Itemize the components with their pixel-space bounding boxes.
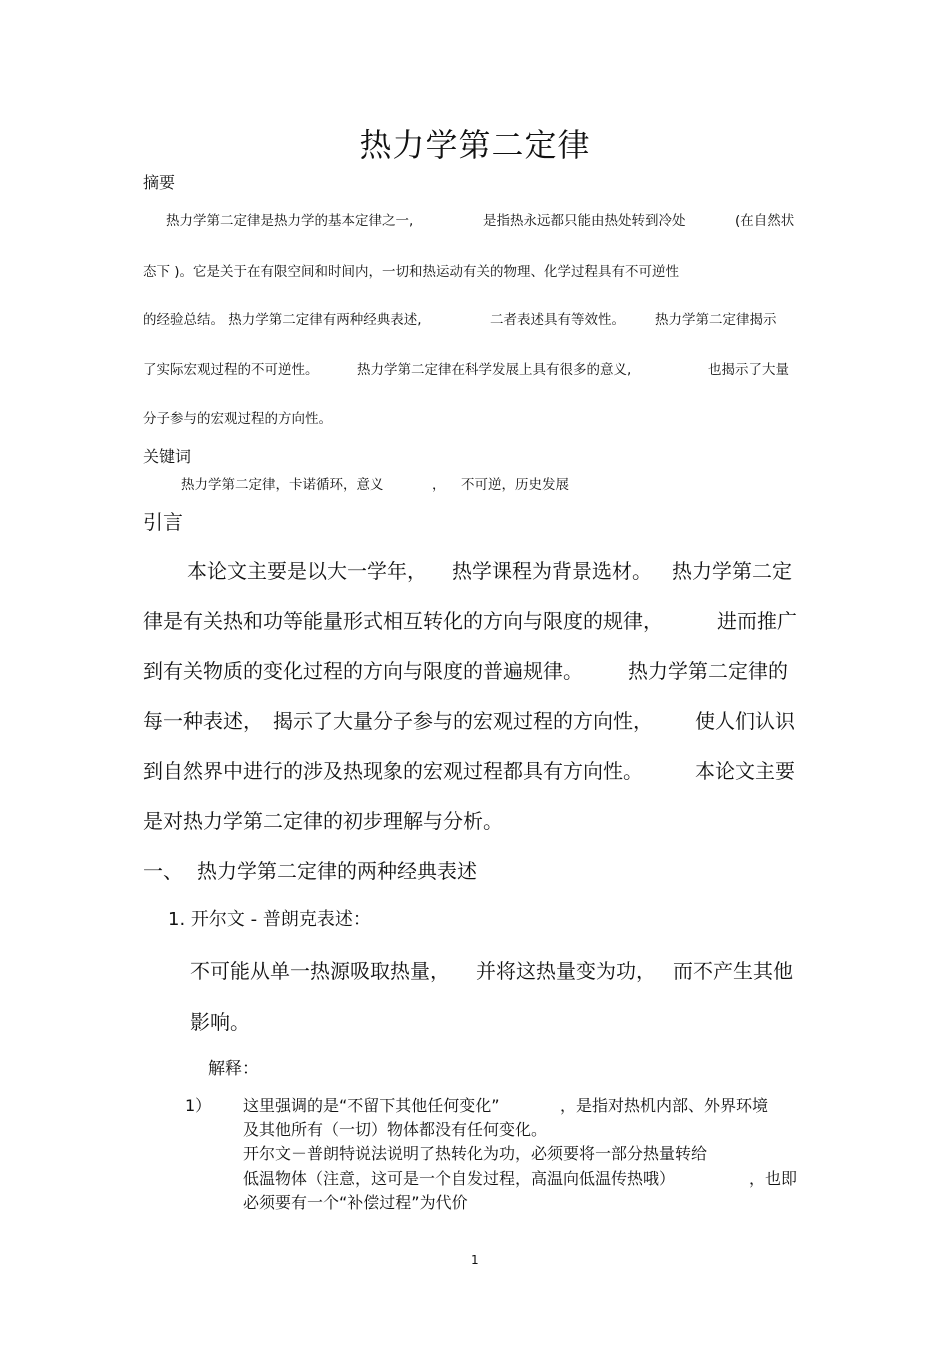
point-number: 1）: [185, 1096, 212, 1115]
intro-line: 热力学第二定律的: [628, 659, 788, 683]
point-line: 这里强调的是“不留下其他任何变化”: [243, 1096, 500, 1115]
abstract-line: 分子参与的宏观过程的方向性。: [143, 411, 332, 427]
abstract-line: 热力学第二定律揭示: [655, 312, 777, 328]
intro-line: 热力学第二定: [672, 559, 792, 583]
point-line: 低温物体（注意，这可是一个自发过程，高温向低温传热哦）: [243, 1169, 676, 1188]
intro-line: 使人们认识: [695, 709, 795, 733]
intro-line: 本论文主要: [695, 759, 795, 783]
subsection-heading: 1. 开尔文 - 普朗克表述：: [168, 909, 371, 930]
keywords-heading: 关键词: [143, 447, 192, 466]
intro-line: 进而推广: [717, 609, 797, 633]
abstract-line: 是指热永远都只能由热处转到冷处: [483, 213, 686, 229]
intro-line: 本论文主要是以大一学年，: [187, 559, 427, 583]
intro-line: 是对热力学第二定律的初步理解与分析。: [143, 809, 503, 833]
statement-line: 而不产生其他: [673, 959, 793, 983]
abstract-line: 的经验总结。 热力学第二定律有两种经典表述,: [143, 312, 422, 328]
section-number: 一、: [143, 859, 183, 883]
abstract-line: 态下 )。它是关于在有限空间和时间内，一切和热运动有关的物理、化学过程具有不可逆性: [143, 264, 680, 280]
intro-line: 到有关物质的变化过程的方向与限度的普遍规律。: [143, 659, 583, 683]
abstract-line: 也揭示了大量: [708, 362, 789, 378]
statement-line: 并将这热量变为功，: [476, 959, 656, 983]
point-line: ，也即: [749, 1169, 798, 1188]
abstract-line: 热力学第二定律是热力学的基本定律之一,: [166, 213, 414, 229]
intro-line: 揭示了大量分子参与的宏观过程的方向性，: [273, 709, 653, 733]
keywords-separator: ，: [432, 477, 446, 493]
intro-line: 到自然界中进行的涉及热现象的宏观过程都具有方向性。: [143, 759, 643, 783]
intro-heading: 引言: [143, 510, 183, 534]
point-line: ，是指对热机内部、外界环境: [560, 1096, 769, 1115]
statement-line: 不可能从单一热源吸取热量，: [190, 959, 450, 983]
intro-line: 律是有关热和功等能量形式相互转化的方向与限度的规律，: [143, 609, 663, 633]
section-heading: 热力学第二定律的两种经典表述: [197, 859, 477, 883]
keywords-text: 热力学第二定律，卡诺循环，意义: [181, 477, 384, 493]
point-line: 开尔文－普朗特说法说明了热转化为功，必须要将一部分热量转给: [243, 1144, 708, 1163]
abstract-line: 二者表述具有等效性。: [490, 312, 625, 328]
intro-line: 热学课程为背景选材。: [452, 559, 652, 583]
point-line: 必须要有一个“补偿过程”为代价: [243, 1193, 468, 1212]
statement-line: 影响。: [190, 1010, 250, 1034]
page-number: 1: [471, 1253, 479, 1267]
abstract-line: (在自然状: [735, 213, 795, 229]
intro-line: 每一种表述，: [143, 709, 263, 733]
abstract-line: 热力学第二定律在科学发展上具有很多的意义,: [357, 362, 632, 378]
abstract-heading: 摘要: [143, 173, 176, 192]
page-title: 热力学第二定律: [359, 126, 591, 164]
abstract-line: 了实际宏观过程的不可逆性。: [143, 362, 319, 378]
keywords-text: 不可逆，历史发展: [461, 477, 569, 493]
explain-label: 解释：: [208, 1059, 259, 1079]
point-line: 及其他所有（一切）物体都没有任何变化。: [243, 1120, 548, 1139]
